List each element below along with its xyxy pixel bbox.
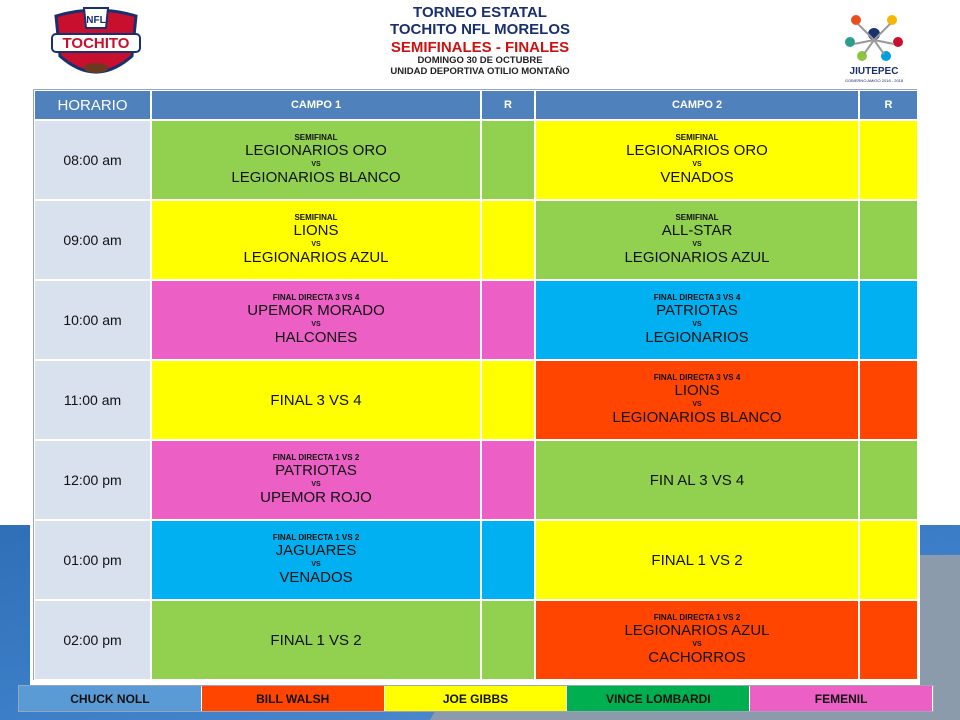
svg-text:NFL: NFL — [86, 15, 106, 26]
time-slot: 12:00 pm — [34, 440, 151, 520]
vs-label: VS — [692, 241, 702, 249]
result-cell-campo-1 — [481, 200, 535, 280]
header-campo-1: CAMPO 1 — [151, 90, 481, 120]
team-home: ALL-STAR — [661, 222, 733, 240]
campo-1-game — [151, 200, 481, 280]
team-home: LIONS — [293, 222, 339, 240]
result-cell-campo-1 — [481, 520, 535, 600]
vs-label: VS — [311, 161, 321, 169]
team-home: LEGIONARIOS AZUL — [624, 622, 770, 640]
team-home: JAGUARES — [275, 542, 357, 560]
result-cell-campo-1 — [481, 440, 535, 520]
campo-2-game — [535, 440, 859, 520]
time-slot: 01:00 pm — [34, 520, 151, 600]
campo-2-game — [535, 600, 859, 680]
vs-label: VS — [311, 241, 321, 249]
team-away: LEGIONARIOS BLANCO — [612, 409, 782, 427]
header-result-2: R — [859, 90, 918, 120]
header-campo-2: CAMPO 2 — [535, 90, 859, 120]
campo-2-game — [535, 360, 859, 440]
team-home: LEGIONARIOS ORO — [245, 142, 387, 160]
team-away: LEGIONARIOS AZUL — [243, 249, 389, 267]
vs-label: VS — [692, 161, 702, 169]
title-league: TOCHITO NFL MORELOS — [389, 21, 570, 39]
team-home: PATRIOTAS — [656, 302, 738, 320]
campo-1-game — [151, 600, 481, 680]
result-cell-campo-2 — [859, 440, 918, 520]
event-venue: UNIDAD DEPORTIVA OTILIO MONTAÑO — [390, 65, 570, 77]
svg-text:GOBIERNO AMIGO 2016 - 2018: GOBIERNO AMIGO 2016 - 2018 — [844, 78, 904, 83]
final-label: FINAL 1 VS 2 — [270, 631, 362, 649]
final-label: FIN AL 3 VS 4 — [649, 471, 745, 489]
division-legend — [18, 685, 934, 712]
final-label: FINAL 1 VS 2 — [651, 551, 743, 569]
campo-1-game — [151, 280, 481, 360]
result-cell-campo-2 — [859, 360, 918, 440]
match-stage-label: FINAL DIRECTA 1 VS 2 — [272, 532, 360, 542]
campo-1-game — [151, 360, 481, 440]
team-home: LEGIONARIOS ORO — [626, 142, 768, 160]
vs-label: VS — [692, 641, 702, 649]
vs-label: VS — [311, 561, 321, 569]
svg-text:JIUTEPEC: JIUTEPEC — [849, 66, 899, 77]
vs-label: VS — [692, 321, 702, 329]
result-cell-campo-1 — [481, 280, 535, 360]
campo-2-game — [535, 120, 859, 200]
match-stage-label: SEMIFINAL — [294, 132, 338, 142]
result-cell-campo-2 — [859, 200, 918, 280]
tochito-nfl-logo — [48, 6, 144, 84]
campo-2-game — [535, 520, 859, 600]
match-stage-label: FINAL DIRECTA 3 VS 4 — [653, 372, 741, 382]
match-stage-label: FINAL DIRECTA 1 VS 2 — [653, 612, 741, 622]
final-label: FINAL 3 VS 4 — [270, 391, 362, 409]
title-tournament: TORNEO ESTATAL — [413, 4, 547, 21]
team-home: LIONS — [674, 382, 720, 400]
team-home: UPEMOR MORADO — [247, 302, 385, 320]
time-slot: 09:00 am — [34, 200, 151, 280]
title-block — [300, 4, 660, 78]
team-away: VENADOS — [660, 169, 734, 187]
svg-text:TOCHITO: TOCHITO — [62, 35, 130, 52]
team-away: HALCONES — [274, 329, 358, 347]
team-away: UPEMOR ROJO — [260, 489, 372, 507]
result-cell-campo-1 — [481, 360, 535, 440]
schedule-table — [33, 89, 917, 680]
team-away: LEGIONARIOS — [645, 329, 749, 347]
campo-1-game — [151, 520, 481, 600]
match-stage-label: FINAL DIRECTA 3 VS 4 — [653, 292, 741, 302]
page-header — [0, 0, 960, 90]
result-cell-campo-2 — [859, 120, 918, 200]
campo-1-game — [151, 440, 481, 520]
result-cell-campo-2 — [859, 600, 918, 680]
legend-item-chuck-noll: CHUCK NOLL — [19, 686, 202, 711]
result-cell-campo-2 — [859, 280, 918, 360]
time-slot: 11:00 am — [34, 360, 151, 440]
vs-label: VS — [311, 321, 321, 329]
team-away: LEGIONARIOS BLANCO — [231, 169, 401, 187]
header-horario: HORARIO — [34, 90, 151, 120]
time-slot: 10:00 am — [34, 280, 151, 360]
team-away: CACHORROS — [648, 649, 746, 667]
match-stage-label: FINAL DIRECTA 1 VS 2 — [272, 452, 360, 462]
match-stage-label: FINAL DIRECTA 3 VS 4 — [272, 292, 360, 302]
legend-item-vince-lombardi: VINCE LOMBARDI — [567, 686, 750, 711]
legend-item-joe-gibbs: JOE GIBBS — [385, 686, 568, 711]
header-result-1: R — [481, 90, 535, 120]
result-cell-campo-1 — [481, 600, 535, 680]
team-away: VENADOS — [279, 569, 353, 587]
campo-1-game — [151, 120, 481, 200]
campo-2-game — [535, 280, 859, 360]
team-away: LEGIONARIOS AZUL — [624, 249, 770, 267]
time-slot: 08:00 am — [34, 120, 151, 200]
vs-label: VS — [311, 481, 321, 489]
jiutepec-logo — [838, 6, 910, 86]
match-stage-label: SEMIFINAL — [294, 212, 338, 222]
campo-2-game — [535, 200, 859, 280]
legend-item-femenil: FEMENIL — [750, 686, 933, 711]
match-stage-label: SEMIFINAL — [675, 212, 719, 222]
time-slot: 02:00 pm — [34, 600, 151, 680]
vs-label: VS — [692, 401, 702, 409]
team-home: PATRIOTAS — [275, 462, 357, 480]
result-cell-campo-2 — [859, 520, 918, 600]
match-stage-label: SEMIFINAL — [675, 132, 719, 142]
title-stage: SEMIFINALES - FINALES — [390, 38, 570, 56]
event-date: DOMINGO 30 DE OCTUBRE — [417, 54, 543, 66]
result-cell-campo-1 — [481, 120, 535, 200]
legend-item-bill-walsh: BILL WALSH — [202, 686, 385, 711]
